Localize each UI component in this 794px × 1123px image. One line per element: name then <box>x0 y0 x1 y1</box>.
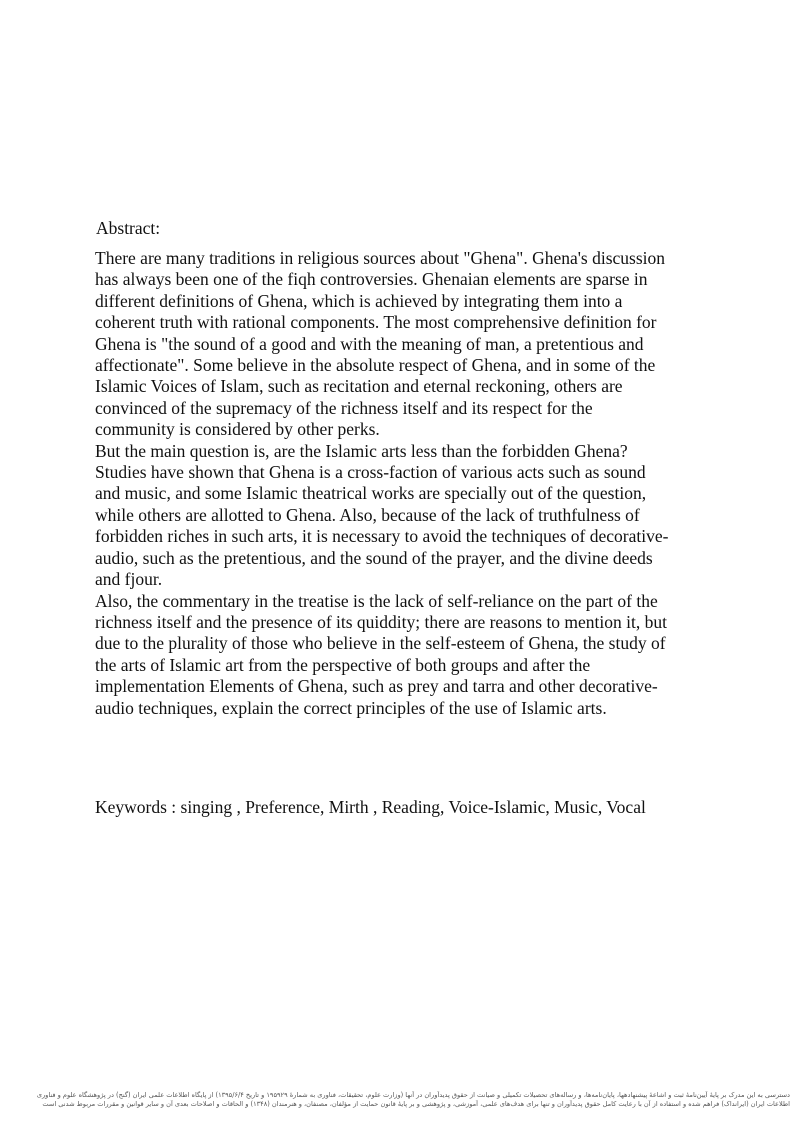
abstract-paragraph: There are many traditions in religious sources about "Ghena". Ghena's discussion has always been one of the fiqh controversies. Ghenaian elements are sparse in different definitions of Ghena, which is achieved by integrating them into a coherent truth with rational components. The most comprehensive definition for Ghena is "the sound of a good and with the meaning of man, a pretentious and affectionate". Some believe in the absolute respect of Ghena, and in some of the Islamic Voices of Islam, such as recitation and eternal reckoning, others are convinced of the supremacy of the richness itself and its respect for the community is considered by other perks. <box>95 248 666 440</box>
abstract-body <box>95 248 675 719</box>
copyright-footer <box>0 1091 790 1109</box>
footer-line: اطلاعات ایران (ایرانداک) فراهم شده و استفاده از آن با رعایت کامل حقوق پدیدآوران و تنها برای هدف‌های علمی، آموزشی، و پژوهشی و بر پایهٔ قانون حمایت از مؤلفان، مصنفان، و هنرمندان (۱۳۴۸) و الحاقات و اصلاحات بعدی آن و سایر قوانین و مقررات مربوط شدنی است <box>42 1100 790 1108</box>
abstract-paragraph: But the main question is, are the Islamic arts less than the forbidden Ghena? <box>95 440 628 461</box>
abstract-paragraph: Studies have shown that Ghena is a cross-faction of various acts such as sound and music, and some Islamic theatrical works are specially out of the question, while others are allotted to Ghena. Also, because of the lack of truthfulness of forbidden riches in such arts, it is necessary to avoid the techniques of decorative-audio, such as the pretentious, and the sound of the prayer, and the divine deeds and fjour. <box>95 462 669 590</box>
footer-line: دسترسی به این مدرک بر پایهٔ آیین‌نامهٔ ثبت و اشاعهٔ پیشنهادهها، پایان‌نامه‌ها، و رساله‌های تحصیلات تکمیلی و صیانت از حقوق پدیدآوران در آنها (وزارت علوم، تحقیقات، فناوری به شمارهٔ ۱۹۵۹۲۹ و تاریخ ۱۳۹۵/۶/۴) از پایگاه اطلاعات علمی ایران (گنج) در پژوهشگاه علوم و فناوری <box>36 1091 790 1099</box>
abstract-heading: Abstract: <box>96 218 161 238</box>
keywords-line: Keywords : singing , Preference, Mirth , Reading, Voice-Islamic, Music, Vocal <box>95 797 646 817</box>
abstract-paragraph: Also, the commentary in the treatise is the lack of self-reliance on the part of the richness itself and the presence of its quiddity; there are reasons to mention it, but due to the plurality of those who believe in the self-esteem of Ghena, the study of the arts of Islamic art from the perspective of both groups and after the implementation Elements of Ghena, such as prey and tarra and other decorative-audio techniques, explain the correct principles of the use of Islamic arts. <box>95 590 667 718</box>
